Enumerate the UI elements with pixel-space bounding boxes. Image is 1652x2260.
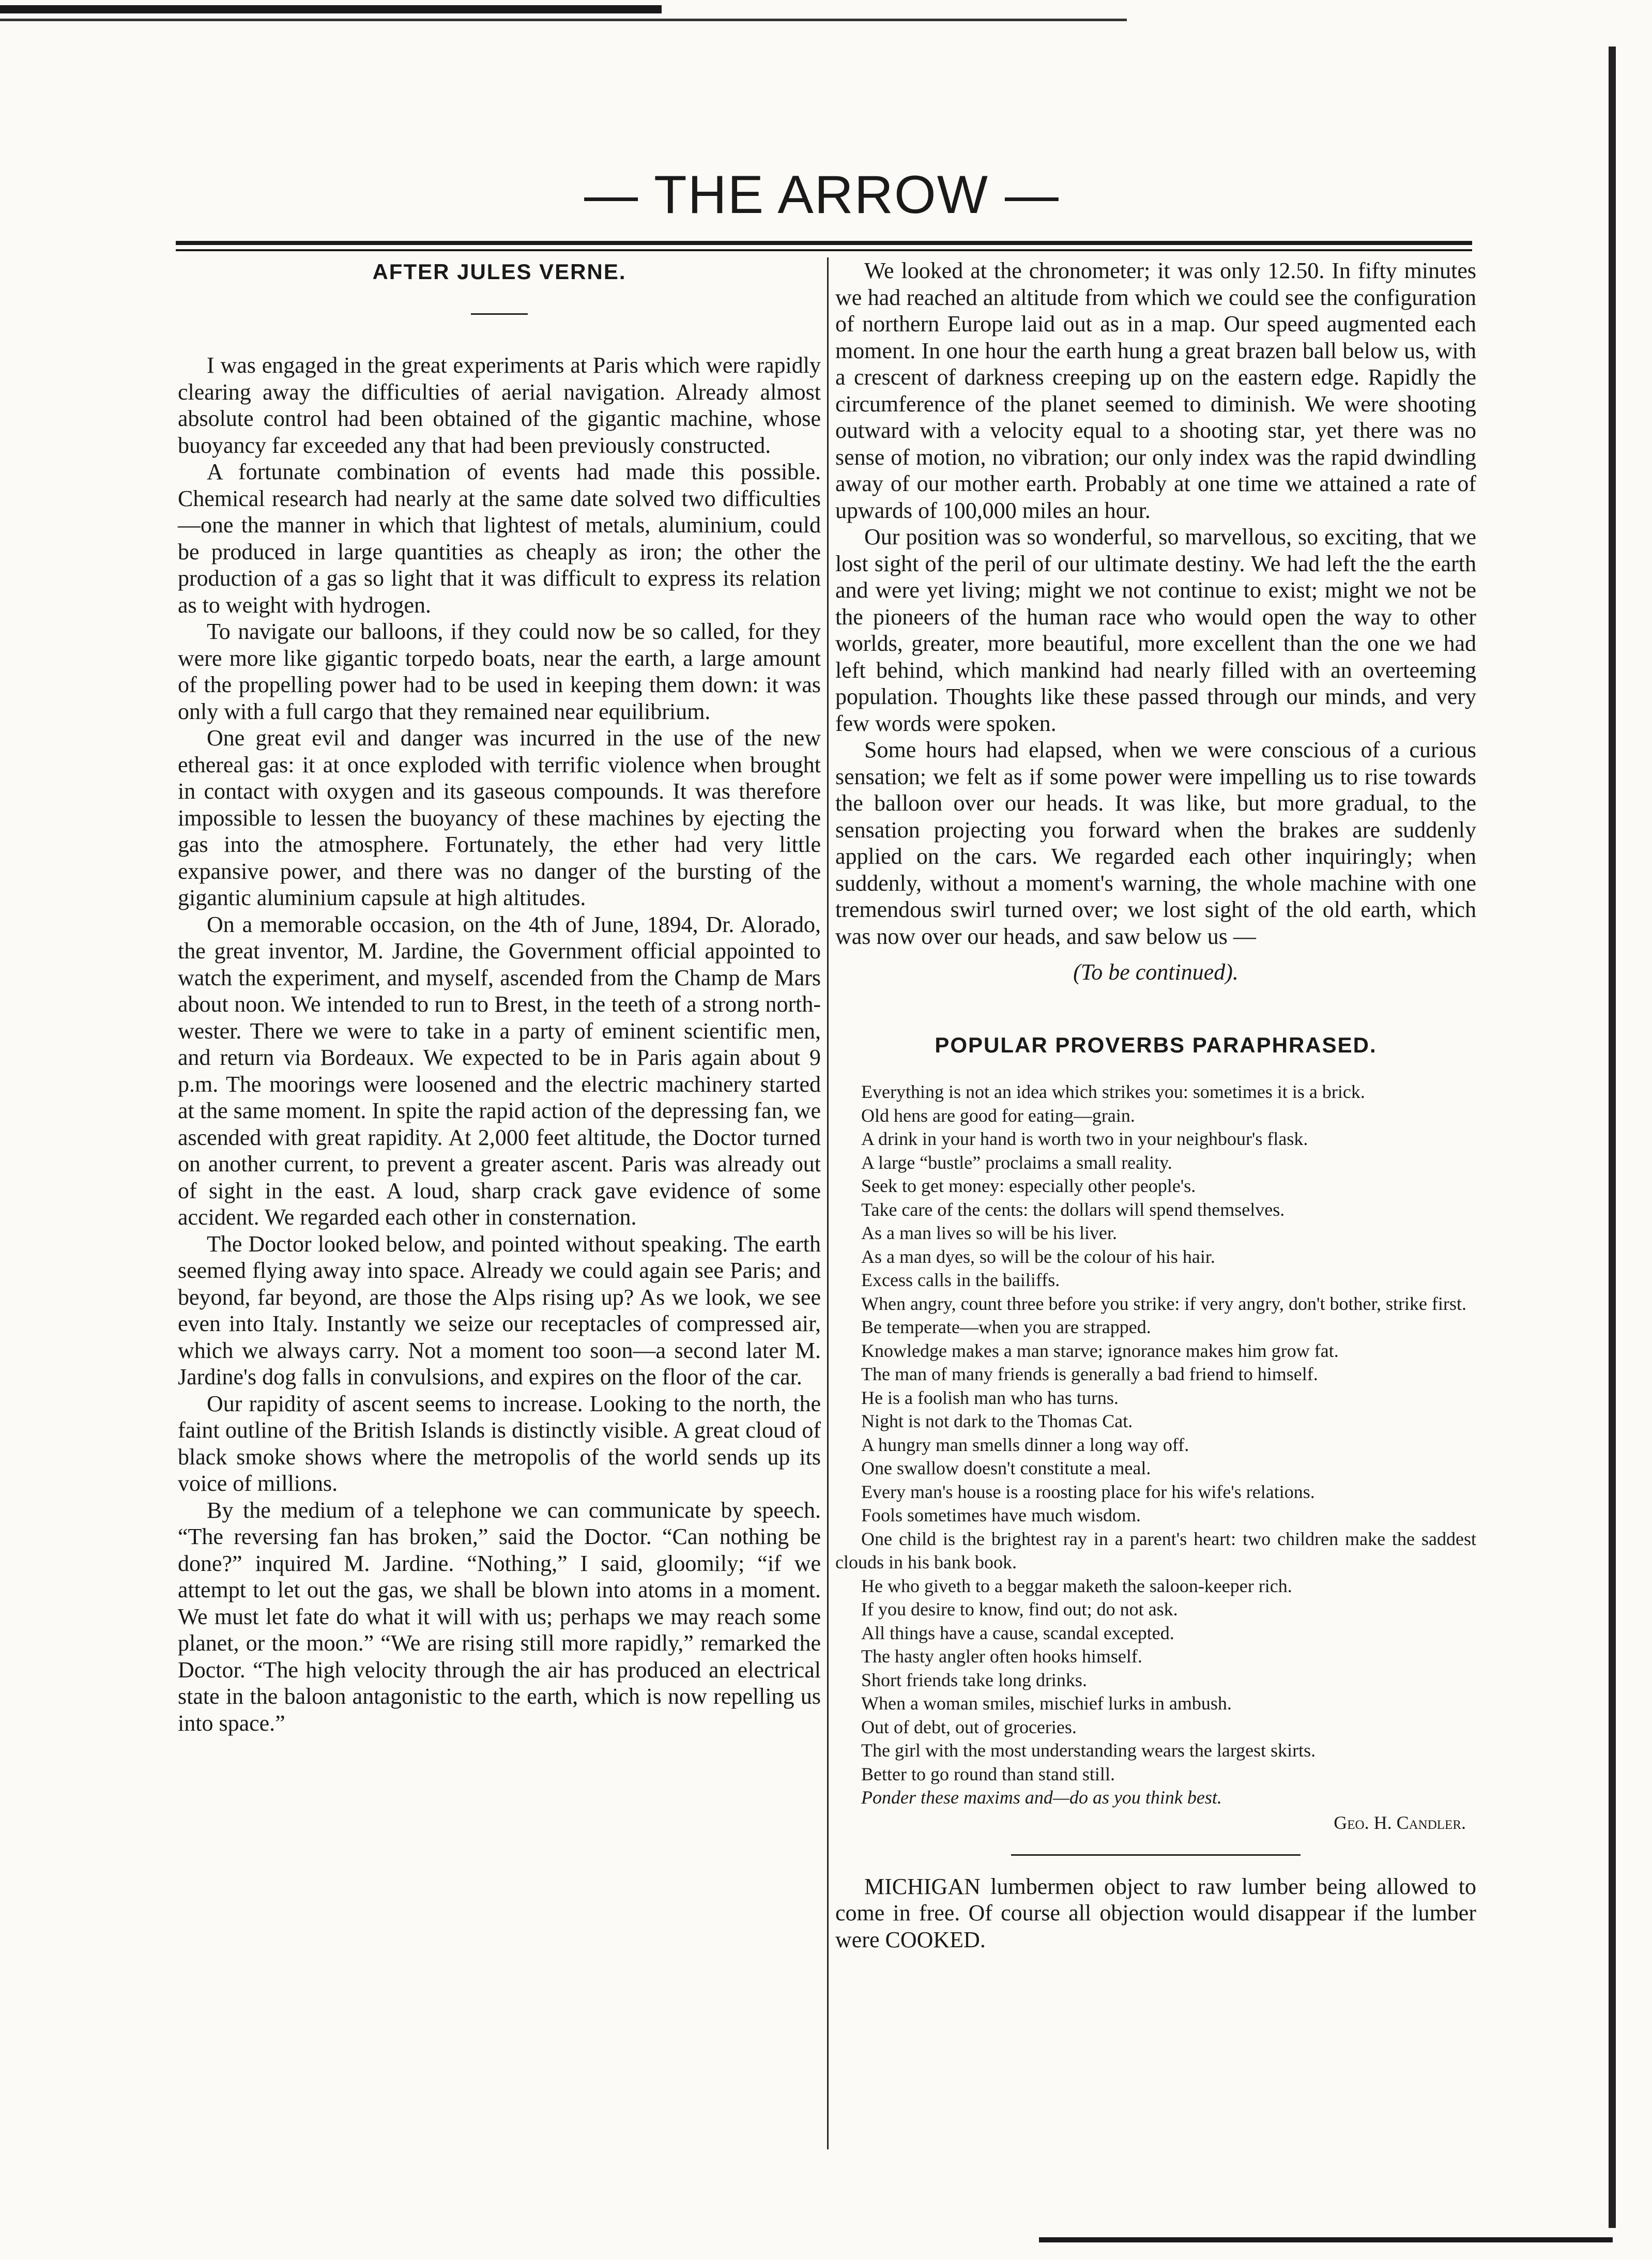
article-paragraph: One great evil and danger was incurred in the use of the new ethereal gas: it at once exploded with terrific violence when brought in contact with oxygen and its gaseous compounds. It was therefore impossible to lessen the buoyancy of these machines by ejecting the gas into the atmosphere. Fortunately, the ether had very little expansive power, and there was no danger of the bursting of the gigantic aluminium capsule at high altitudes.: [178, 725, 821, 910]
list-item: Take care of the cents: the dollars will spend themselves.: [861, 1199, 1285, 1220]
article-paragraph: On a memorable occasion, on the 4th of June, 1894, Dr. Alorado, the great inventor, M. Jardine, the Government official appointed to watch the experiment, and myself, ascended from the Champ de Mars about noon. We intended to run to Brest, in the teeth of a strong north-wester. There we were to take in a party of eminent scientific men, and return via Bordeaux. We expected to be in Paris again about 9 p.m. The moorings were loosened and the electric machinery started at the same moment. In spite the rapid action of the depressing fan, we ascended with great rapidity. At 2,000 feet altitude, the Doctor turned on another current, to prevent a greater ascent. Paris was already out of sight in the east. A loud, sharp crack gave evidence of some accident. We regarded each other in consternation.: [178, 911, 821, 1230]
list-item: Night is not dark to the Thomas Cat.: [861, 1411, 1133, 1431]
list-item: Out of debt, out of groceries.: [861, 1716, 1077, 1737]
title-rule: [471, 313, 528, 315]
proverbs-signature: Geo. H. Candler.: [1334, 1812, 1466, 1833]
list-item: Old hens are good for eating—grain.: [861, 1105, 1135, 1126]
list-item: Better to go round than stand still.: [861, 1763, 1115, 1784]
left-column: [178, 257, 821, 1736]
right-column: [835, 257, 1476, 1953]
list-item: As a man lives so will be his liver.: [861, 1223, 1117, 1243]
list-item: One child is the brightest ray in a parent's heart: two children make the saddest clouds in his bank book.: [835, 1528, 1476, 1572]
article-paragraph: Some hours had elapsed, when we were conscious of a curious sensation; we felt as if some power were impelling us to rise towards the balloon over our heads. It was like, but more gradual, to the sensation projecting you forward when the brakes are suddenly applied on the cars. We regarded each other inquiringly; when suddenly, without a moment's warning, the whole machine with one tremendous swirl turned over; we lost sight of the old earth, which was now over our heads, and saw below us —: [835, 737, 1476, 949]
list-item: A drink in your hand is worth two in your neighbour's flask.: [861, 1128, 1308, 1149]
to-be-continued: (To be continued).: [1073, 959, 1238, 985]
top-border-rule: [0, 5, 662, 13]
list-item: The man of many friends is generally a bad friend to himself.: [861, 1364, 1318, 1384]
list-item: He is a foolish man who has turns.: [861, 1387, 1119, 1408]
list-item: Every man's house is a roosting place for his wife's relations.: [861, 1481, 1315, 1502]
list-item: If you desire to know, find out; do not ask.: [861, 1599, 1178, 1620]
masthead-rule-thin: [176, 249, 1472, 251]
list-item: Knowledge makes a man starve; ignorance makes him grow fat.: [861, 1340, 1339, 1361]
list-item: A hungry man smells dinner a long way off.: [861, 1434, 1189, 1455]
list-item: Fools sometimes have much wisdom.: [861, 1505, 1141, 1525]
michigan-paragraph: MICHIGAN lumbermen object to raw lumber being allowed to come in free. Of course all objection would disappear if the lumber were COOKED.: [835, 1873, 1476, 1952]
list-item: One swallow doesn't constitute a meal.: [861, 1458, 1151, 1478]
article-paragraph: Our position was so wonderful, so marvellous, so exciting, that we lost sight of the peril of our ultimate destiny. We had left the the earth and were yet living; might we not continue to exist; might we not be the pioneers of the human race who would open the way to other worlds, greater, more beautiful, more excellent than the one we had left behind, which mankind had nearly filled with an overteeming population. Thoughts like these passed through our minds, and very few words were spoken.: [835, 524, 1476, 736]
article-paragraph: A fortunate combination of events had made this possible. Chemical research had nearly at the same date solved two difficulties—one the manner in which that lightest of metals, aluminium, could be produced in large quantities as cheaply as iron; the other the production of a gas so light that it was difficult to express its relation as to weight with hydrogen.: [178, 459, 821, 618]
list-item: He who giveth to a beggar maketh the saloon-keeper rich.: [861, 1575, 1292, 1596]
proverbs-list: [835, 1080, 1476, 1810]
masthead-rule: [176, 241, 1472, 245]
list-item: When a woman smiles, mischief lurks in ambush.: [861, 1693, 1232, 1714]
masthead-title: — THE ARROW —: [584, 165, 1060, 225]
list-item: Excess calls in the bailiffs.: [861, 1270, 1060, 1290]
article-paragraph: I was engaged in the great experiments at Paris which were rapidly clearing away the difficulties of aerial navigation. Already almost absolute control had been obtained of the gigantic machine, whose buoyancy far exceeded any that had been previously constructed.: [178, 353, 821, 458]
list-item: Be temperate—when you are strapped.: [861, 1317, 1151, 1337]
article-paragraph: We looked at the chronometer; it was only 12.50. In fifty minutes we had reached an altitude from which we could see the configuration of northern Europe laid out as in a map. Our speed augmented each moment. In one hour the earth hung a great brazen ball below us, with a crescent of darkness creeping up on the eastern edge. Rapidly the circumference of the planet seemed to diminish. We were shooting outward with a velocity equal to a shooting star, yet there was no sense of motion, no vibration; our only index was the rapid dwindling away of our mother earth. Probably at one time we attained a rate of upwards of 100,000 miles an hour.: [835, 258, 1476, 523]
article-paragraph: The Doctor looked below, and pointed without speaking. The earth seemed flying away into space. Already we could again see Paris; and beyond, far beyond, are those the Alps rising up? As we look, we see even into Italy. Instantly we seize our receptacles of compressed air, which we always carry. Not a moment too soon—a second later M. Jardine's dog falls in convulsions, and expires on the floor of the car.: [178, 1231, 821, 1389]
proverbs-title: POPULAR PROVERBS PARAPHRASED.: [935, 1033, 1377, 1057]
list-item: Everything is not an idea which strikes you: sometimes it is a brick.: [861, 1081, 1365, 1102]
list-item: Ponder these maxims and—do as you think best.: [861, 1787, 1222, 1808]
top-border-rule-thin: [0, 19, 1127, 21]
bottom-border-rule: [1039, 2237, 1613, 2242]
article-paragraph: To navigate our balloons, if they could now be so called, for they were more like gigantic torpedo boats, near the earth, a large amount of the propelling power had to be used in keeping them down: it was only with a full cargo that they remained near equilibrium.: [178, 619, 821, 724]
page-edge-shadow: [1609, 47, 1616, 2228]
list-item: The girl with the most understanding wears the largest skirts.: [861, 1740, 1316, 1761]
column-divider: [827, 257, 829, 2149]
article-paragraph: Our rapidity of ascent seems to increase. Looking to the north, the faint outline of the British Islands is distinctly visible. A great cloud of black smoke shows where the metropolis of the world sends up its voice of millions.: [178, 1391, 821, 1496]
article-paragraph: By the medium of a telephone we can communicate by speech. “The reversing fan has broken,” said the Doctor. “Can nothing be done?” inquired M. Jardine. “Nothing,” I said, gloomily; “if we attempt to let out the gas, we shall be blown into atoms in a moment. We must let fate do what it will with us; perhaps we may reach some planet, or the moon.” “We are rising still more rapidly,” remarked the Doctor. “The high velocity through the air has produced an electrical state in the baloon antagonistic to the earth, which is now repelling us into space.”: [178, 1497, 821, 1736]
section-rule: [1011, 1854, 1301, 1856]
list-item: All things have a cause, scandal excepted.: [861, 1622, 1174, 1643]
list-item: Seek to get money: especially other people's.: [861, 1175, 1196, 1196]
list-item: A large “bustle” proclaims a small reality.: [861, 1152, 1172, 1173]
list-item: The hasty angler often hooks himself.: [861, 1646, 1142, 1667]
list-item: As a man dyes, so will be the colour of his hair.: [861, 1246, 1215, 1267]
list-item: Short friends take long drinks.: [861, 1669, 1087, 1690]
list-item: When angry, count three before you strike: if very angry, don't bother, strike first.: [861, 1293, 1467, 1314]
article-title: AFTER JULES VERNE.: [372, 259, 626, 284]
